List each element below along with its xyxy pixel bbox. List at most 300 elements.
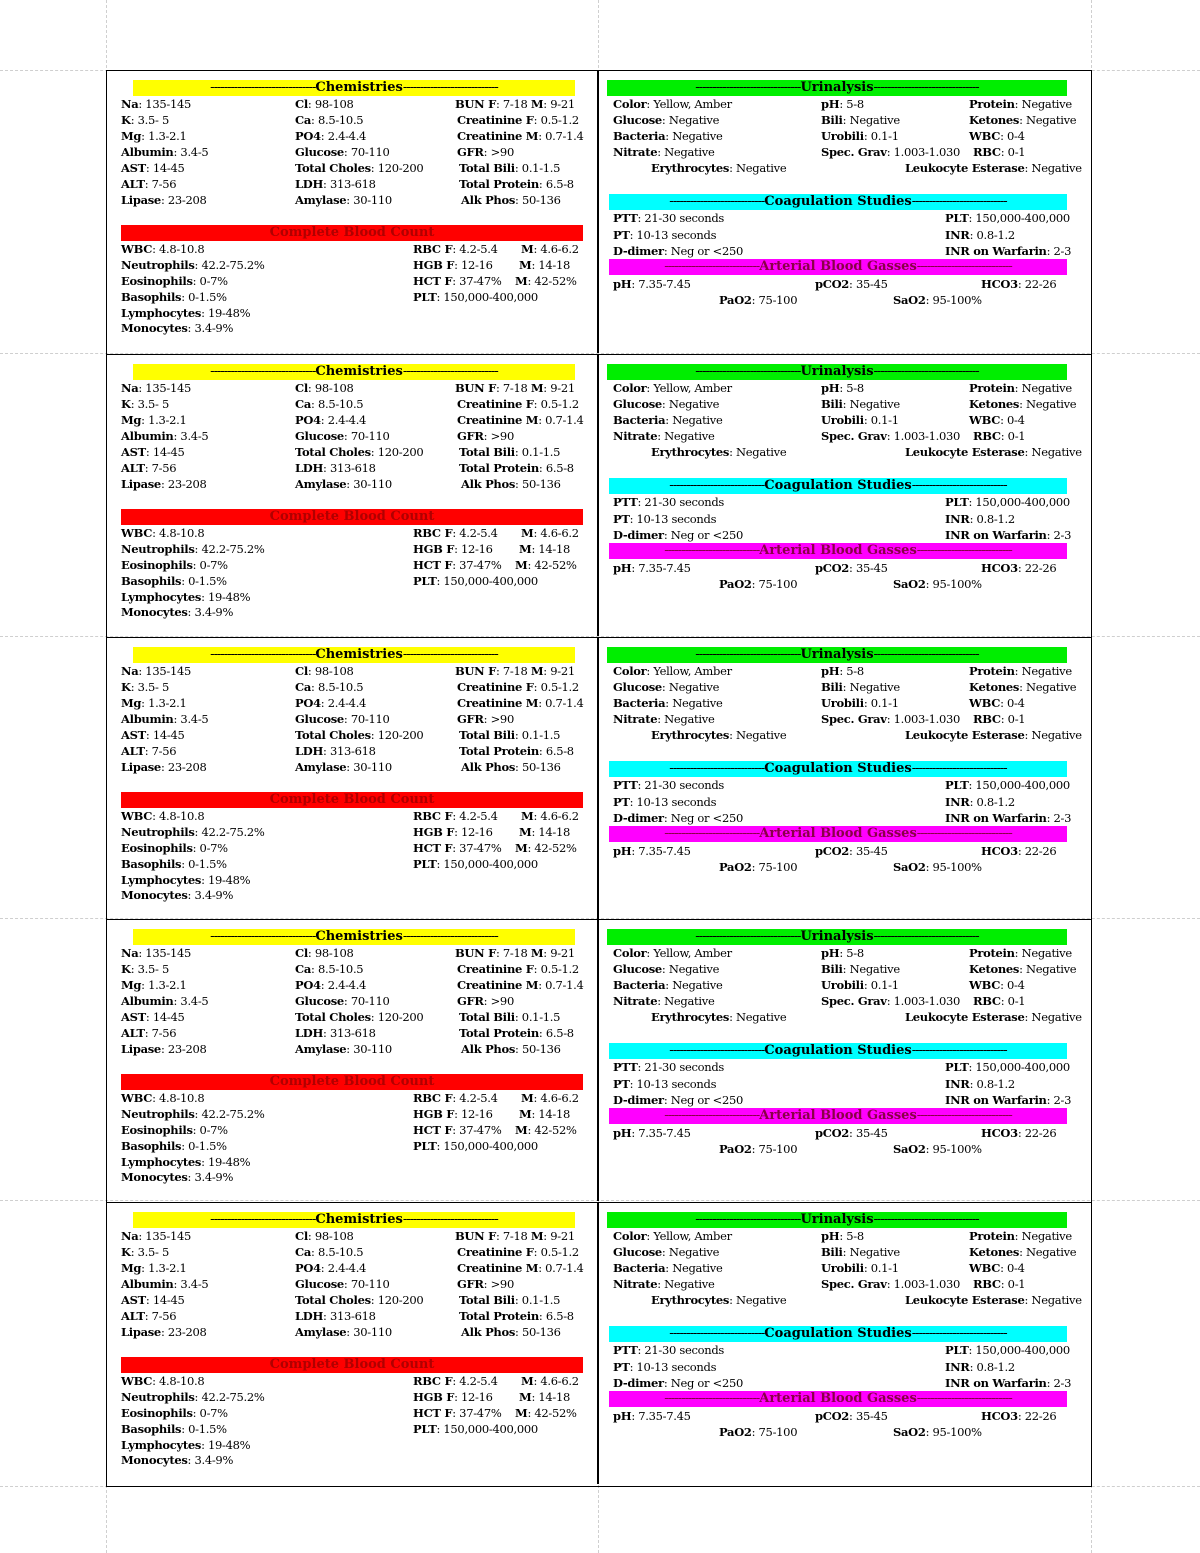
lab-value: Ca: 8.5-10.5 xyxy=(295,397,364,411)
lab-value: INR on Warfarin: 2-3 xyxy=(945,811,1072,825)
lab-value: Total Protein: 6.5-8 xyxy=(459,1026,574,1040)
lab-value: HGB F: 12-16 xyxy=(413,825,493,839)
lab-value: Urobili: 0.1-1 xyxy=(821,413,899,427)
lab-value: WBC: 4.8-10.8 xyxy=(121,809,205,823)
lab-value: M: 4.6-6.2 xyxy=(521,809,579,823)
abg-header: ----------------------------Arterial Blood Gasses---------------------------- xyxy=(609,826,1067,842)
lab-value: K: 3.5- 5 xyxy=(121,113,169,127)
lab-value: Creatinine M: 0.7-1.4 xyxy=(457,696,584,710)
chemistry-cbc-card xyxy=(107,637,599,919)
lab-value: RBC: 0-1 xyxy=(973,994,1026,1008)
lab-value: Creatinine F: 0.5-1.2 xyxy=(457,680,579,694)
lab-value: Lipase: 23-208 xyxy=(121,1042,207,1056)
lab-value: ALT: 7-56 xyxy=(121,744,177,758)
lab-value: PTT: 21-30 seconds xyxy=(613,495,725,509)
lab-value: Ketones: Negative xyxy=(969,962,1077,976)
lab-value: Spec. Grav: 1.003-1.030 xyxy=(821,994,961,1008)
lab-value: WBC: 0-4 xyxy=(969,978,1025,992)
lab-value: Monocytes: 3.4-9% xyxy=(121,605,234,619)
lab-value: Monocytes: 3.4-9% xyxy=(121,1453,234,1467)
lab-value: PaO2: 75-100 xyxy=(719,860,798,874)
lab-value: PTT: 21-30 seconds xyxy=(613,1343,725,1357)
lab-value: Neutrophils: 42.2-75.2% xyxy=(121,542,265,556)
lab-value: M: 42-52% xyxy=(515,1406,577,1420)
lab-value: PO4: 2.4-4.4 xyxy=(295,978,367,992)
lab-value: Cl: 98-108 xyxy=(295,97,354,111)
lab-value: Basophils: 0-1.5% xyxy=(121,1139,227,1153)
cbc-header: Complete Blood Count xyxy=(121,1357,583,1373)
lab-value: Albumin: 3.4-5 xyxy=(121,145,209,159)
urinalysis-coag-abg-card xyxy=(599,919,1091,1201)
lab-value: Creatinine F: 0.5-1.2 xyxy=(457,962,579,976)
lab-value: HCT F: 37-47% xyxy=(413,1123,502,1137)
lab-value: RBC F: 4.2-5.4 xyxy=(413,1374,498,1388)
urinalysis-header: -------------------------------Urinalysis------------------------------- xyxy=(607,1212,1067,1228)
lab-value: Creatinine M: 0.7-1.4 xyxy=(457,1261,584,1275)
lab-value: PLT: 150,000-400,000 xyxy=(945,1343,1070,1357)
lab-value: Alk Phos: 50-136 xyxy=(461,1325,561,1339)
lab-value: Lipase: 23-208 xyxy=(121,477,207,491)
lab-value: HGB F: 12-16 xyxy=(413,1107,493,1121)
lab-value: INR: 0.8-1.2 xyxy=(945,512,1015,526)
lab-value: M: 14-18 xyxy=(519,1107,571,1121)
lab-value: Amylase: 30-110 xyxy=(295,193,392,207)
lab-value: HGB F: 12-16 xyxy=(413,542,493,556)
urinalysis-coag-abg-card xyxy=(599,71,1091,353)
lab-value: Cl: 98-108 xyxy=(295,381,354,395)
lab-value: Cl: 98-108 xyxy=(295,1229,354,1243)
lab-value: HGB F: 12-16 xyxy=(413,1390,493,1404)
lab-value: Lipase: 23-208 xyxy=(121,760,207,774)
lab-value: PT: 10-13 seconds xyxy=(613,795,717,809)
lab-value: Bacteria: Negative xyxy=(613,413,723,427)
lab-value: Glucose: 70-110 xyxy=(295,145,390,159)
lab-value: Spec. Grav: 1.003-1.030 xyxy=(821,712,961,726)
lab-value: Total Choles: 120-200 xyxy=(295,1010,424,1024)
lab-value: LDH: 313-618 xyxy=(295,1026,376,1040)
cbc-header: Complete Blood Count xyxy=(121,225,583,241)
lab-value: HCT F: 37-47% xyxy=(413,841,502,855)
lab-value: Neutrophils: 42.2-75.2% xyxy=(121,825,265,839)
lab-value: HCO3: 22-26 xyxy=(981,844,1057,858)
lab-value: WBC: 0-4 xyxy=(969,413,1025,427)
lab-value: Bacteria: Negative xyxy=(613,129,723,143)
lab-value: Urobili: 0.1-1 xyxy=(821,978,899,992)
lab-value: Glucose: Negative xyxy=(613,1245,720,1259)
lab-value: Ca: 8.5-10.5 xyxy=(295,1245,364,1259)
lab-value: INR on Warfarin: 2-3 xyxy=(945,1376,1072,1390)
lab-value: Lipase: 23-208 xyxy=(121,1325,207,1339)
lab-value: Alk Phos: 50-136 xyxy=(461,760,561,774)
lab-value: M: 42-52% xyxy=(515,558,577,572)
lab-values-card-sheet xyxy=(106,70,1092,1487)
lab-value: WBC: 4.8-10.8 xyxy=(121,1091,205,1105)
lab-value: HCO3: 22-26 xyxy=(981,277,1057,291)
lab-value: INR on Warfarin: 2-3 xyxy=(945,1093,1072,1107)
lab-value: PLT: 150,000-400,000 xyxy=(945,211,1070,225)
lab-value: pH: 5-8 xyxy=(821,1229,864,1243)
lab-value: pH: 5-8 xyxy=(821,946,864,960)
lab-value: Spec. Grav: 1.003-1.030 xyxy=(821,145,961,159)
lab-value: Glucose: Negative xyxy=(613,680,720,694)
lab-value: Na: 135-145 xyxy=(121,946,191,960)
lab-value: ALT: 7-56 xyxy=(121,461,177,475)
lab-value: Basophils: 0-1.5% xyxy=(121,857,227,871)
lab-value: BUN F: 7-18 M: 9-21 xyxy=(455,1229,575,1243)
lab-value: Total Bili: 0.1-1.5 xyxy=(459,445,561,459)
lab-value: BUN F: 7-18 M: 9-21 xyxy=(455,664,575,678)
coagulation-header: ----------------------------Coagulation Studies---------------------------- xyxy=(609,194,1067,210)
lab-value: PaO2: 75-100 xyxy=(719,293,798,307)
lab-value: M: 42-52% xyxy=(515,841,577,855)
lab-value: PLT: 150,000-400,000 xyxy=(413,1422,538,1436)
lab-value: K: 3.5- 5 xyxy=(121,397,169,411)
lab-value: GFR: >90 xyxy=(457,994,514,1008)
lab-value: Glucose: 70-110 xyxy=(295,1277,390,1291)
lab-value: LDH: 313-618 xyxy=(295,1309,376,1323)
lab-value: Alk Phos: 50-136 xyxy=(461,193,561,207)
lab-value: pH: 7.35-7.45 xyxy=(613,277,691,291)
cbc-header: Complete Blood Count xyxy=(121,1074,583,1090)
lab-value: Mg: 1.3-2.1 xyxy=(121,1261,187,1275)
lab-value: PLT: 150,000-400,000 xyxy=(413,574,538,588)
lab-value: ALT: 7-56 xyxy=(121,177,177,191)
lab-value: Ketones: Negative xyxy=(969,1245,1077,1259)
lab-value: Leukocyte Esterase: Negative xyxy=(905,1010,1082,1024)
lab-value: Creatinine F: 0.5-1.2 xyxy=(457,397,579,411)
lab-value: PTT: 21-30 seconds xyxy=(613,1060,725,1074)
chemistry-cbc-card xyxy=(107,71,599,353)
lab-value: Total Choles: 120-200 xyxy=(295,1293,424,1307)
lab-value: M: 4.6-6.2 xyxy=(521,242,579,256)
lab-value: SaO2: 95-100% xyxy=(893,1142,982,1156)
lab-value: SaO2: 95-100% xyxy=(893,293,982,307)
lab-value: HCO3: 22-26 xyxy=(981,561,1057,575)
lab-value: Glucose: Negative xyxy=(613,397,720,411)
coagulation-header: ----------------------------Coagulation Studies---------------------------- xyxy=(609,478,1067,494)
lab-value: PaO2: 75-100 xyxy=(719,1142,798,1156)
coagulation-header: ----------------------------Coagulation Studies---------------------------- xyxy=(609,1043,1067,1059)
lab-value: Lymphocytes: 19-48% xyxy=(121,873,251,887)
lab-value: Total Choles: 120-200 xyxy=(295,728,424,742)
lab-value: Color: Yellow, Amber xyxy=(613,97,732,111)
lab-value: Basophils: 0-1.5% xyxy=(121,290,227,304)
lab-value: D-dimer: Neg or <250 xyxy=(613,811,743,825)
urinalysis-header: -------------------------------Urinalysis------------------------------- xyxy=(607,647,1067,663)
lab-value: Amylase: 30-110 xyxy=(295,1042,392,1056)
lab-value: WBC: 0-4 xyxy=(969,696,1025,710)
lab-value: Color: Yellow, Amber xyxy=(613,664,732,678)
lab-value: M: 14-18 xyxy=(519,258,571,272)
lab-value: GFR: >90 xyxy=(457,712,514,726)
lab-value: Eosinophils: 0-7% xyxy=(121,841,228,855)
coagulation-header: ----------------------------Coagulation Studies---------------------------- xyxy=(609,1326,1067,1342)
lab-value: Eosinophils: 0-7% xyxy=(121,1406,228,1420)
lab-value: M: 42-52% xyxy=(515,274,577,288)
lab-value: Ketones: Negative xyxy=(969,397,1077,411)
lab-value: AST: 14-45 xyxy=(121,728,185,742)
lab-value: Erythrocytes: Negative xyxy=(651,445,787,459)
lab-value: BUN F: 7-18 M: 9-21 xyxy=(455,381,575,395)
lab-value: Bili: Negative xyxy=(821,397,900,411)
lab-value: AST: 14-45 xyxy=(121,445,185,459)
lab-value: Ca: 8.5-10.5 xyxy=(295,962,364,976)
lab-value: pCO2: 35-45 xyxy=(815,1126,888,1140)
lab-value: INR: 0.8-1.2 xyxy=(945,1360,1015,1374)
lab-value: PLT: 150,000-400,000 xyxy=(945,778,1070,792)
lab-value: HCT F: 37-47% xyxy=(413,274,502,288)
lab-value: Na: 135-145 xyxy=(121,381,191,395)
lab-value: PT: 10-13 seconds xyxy=(613,512,717,526)
cbc-header: Complete Blood Count xyxy=(121,509,583,525)
lab-value: RBC: 0-1 xyxy=(973,1277,1026,1291)
lab-value: ALT: 7-56 xyxy=(121,1026,177,1040)
chemistry-cbc-card xyxy=(107,919,599,1201)
lab-value: Monocytes: 3.4-9% xyxy=(121,888,234,902)
lab-value: LDH: 313-618 xyxy=(295,461,376,475)
lab-value: Erythrocytes: Negative xyxy=(651,1010,787,1024)
lab-value: Urobili: 0.1-1 xyxy=(821,1261,899,1275)
lab-value: Basophils: 0-1.5% xyxy=(121,1422,227,1436)
lab-value: Leukocyte Esterase: Negative xyxy=(905,728,1082,742)
lab-value: Erythrocytes: Negative xyxy=(651,161,787,175)
lab-value: M: 4.6-6.2 xyxy=(521,1374,579,1388)
lab-value: Alk Phos: 50-136 xyxy=(461,1042,561,1056)
lab-value: Spec. Grav: 1.003-1.030 xyxy=(821,429,961,443)
lab-value: pH: 7.35-7.45 xyxy=(613,1126,691,1140)
lab-value: Neutrophils: 42.2-75.2% xyxy=(121,1390,265,1404)
lab-value: Cl: 98-108 xyxy=(295,946,354,960)
lab-value: PLT: 150,000-400,000 xyxy=(945,1060,1070,1074)
lab-value: Lymphocytes: 19-48% xyxy=(121,306,251,320)
lab-value: Lymphocytes: 19-48% xyxy=(121,1438,251,1452)
lab-value: M: 14-18 xyxy=(519,825,571,839)
chemistries-header: -------------------------------Chemistries---------------------------- xyxy=(133,80,575,96)
lab-value: Erythrocytes: Negative xyxy=(651,728,787,742)
card-row xyxy=(107,919,1091,1201)
urinalysis-coag-abg-card xyxy=(599,637,1091,919)
lab-value: INR: 0.8-1.2 xyxy=(945,228,1015,242)
lab-value: Total Bili: 0.1-1.5 xyxy=(459,1293,561,1307)
lab-value: GFR: >90 xyxy=(457,1277,514,1291)
card-row xyxy=(107,637,1091,919)
urinalysis-header: -------------------------------Urinalysis------------------------------- xyxy=(607,80,1067,96)
urinalysis-header: -------------------------------Urinalysis------------------------------- xyxy=(607,929,1067,945)
lab-value: PLT: 150,000-400,000 xyxy=(945,495,1070,509)
card-row xyxy=(107,354,1091,636)
lab-value: RBC F: 4.2-5.4 xyxy=(413,809,498,823)
chemistry-cbc-card xyxy=(107,1202,599,1484)
lab-value: SaO2: 95-100% xyxy=(893,577,982,591)
abg-header: ----------------------------Arterial Blood Gasses---------------------------- xyxy=(609,1108,1067,1124)
lab-value: Glucose: 70-110 xyxy=(295,429,390,443)
lab-value: Mg: 1.3-2.1 xyxy=(121,413,187,427)
lab-value: Monocytes: 3.4-9% xyxy=(121,1170,234,1184)
lab-value: pH: 5-8 xyxy=(821,97,864,111)
lab-value: AST: 14-45 xyxy=(121,1293,185,1307)
lab-value: Nitrate: Negative xyxy=(613,1277,715,1291)
lab-value: pCO2: 35-45 xyxy=(815,561,888,575)
lab-value: PaO2: 75-100 xyxy=(719,577,798,591)
lab-value: BUN F: 7-18 M: 9-21 xyxy=(455,97,575,111)
lab-value: Ca: 8.5-10.5 xyxy=(295,680,364,694)
lab-value: AST: 14-45 xyxy=(121,1010,185,1024)
lab-value: Eosinophils: 0-7% xyxy=(121,558,228,572)
lab-value: PT: 10-13 seconds xyxy=(613,1077,717,1091)
lab-value: INR: 0.8-1.2 xyxy=(945,795,1015,809)
lab-value: pH: 5-8 xyxy=(821,381,864,395)
lab-value: LDH: 313-618 xyxy=(295,177,376,191)
lab-value: PO4: 2.4-4.4 xyxy=(295,696,367,710)
lab-value: Lipase: 23-208 xyxy=(121,193,207,207)
lab-value: Glucose: Negative xyxy=(613,113,720,127)
lab-value: GFR: >90 xyxy=(457,145,514,159)
lab-value: HCT F: 37-47% xyxy=(413,1406,502,1420)
lab-value: Color: Yellow, Amber xyxy=(613,381,732,395)
lab-value: Amylase: 30-110 xyxy=(295,760,392,774)
lab-value: Eosinophils: 0-7% xyxy=(121,274,228,288)
lab-value: Protein: Negative xyxy=(969,946,1072,960)
lab-value: INR: 0.8-1.2 xyxy=(945,1077,1015,1091)
lab-value: Color: Yellow, Amber xyxy=(613,1229,732,1243)
card-row xyxy=(107,71,1091,353)
lab-value: pH: 5-8 xyxy=(821,664,864,678)
lab-value: PLT: 150,000-400,000 xyxy=(413,1139,538,1153)
lab-value: M: 42-52% xyxy=(515,1123,577,1137)
lab-value: RBC F: 4.2-5.4 xyxy=(413,1091,498,1105)
lab-value: Bili: Negative xyxy=(821,1245,900,1259)
lab-value: Cl: 98-108 xyxy=(295,664,354,678)
lab-value: K: 3.5- 5 xyxy=(121,680,169,694)
lab-value: Nitrate: Negative xyxy=(613,994,715,1008)
card-row xyxy=(107,1202,1091,1484)
lab-value: Albumin: 3.4-5 xyxy=(121,429,209,443)
lab-value: SaO2: 95-100% xyxy=(893,860,982,874)
urinalysis-coag-abg-card xyxy=(599,354,1091,636)
lab-value: Protein: Negative xyxy=(969,664,1072,678)
lab-value: Leukocyte Esterase: Negative xyxy=(905,161,1082,175)
lab-value: Eosinophils: 0-7% xyxy=(121,1123,228,1137)
lab-value: BUN F: 7-18 M: 9-21 xyxy=(455,946,575,960)
lab-value: RBC: 0-1 xyxy=(973,145,1026,159)
lab-value: Nitrate: Negative xyxy=(613,429,715,443)
lab-value: Albumin: 3.4-5 xyxy=(121,1277,209,1291)
lab-value: PT: 10-13 seconds xyxy=(613,228,717,242)
lab-value: Monocytes: 3.4-9% xyxy=(121,321,234,335)
lab-value: Total Choles: 120-200 xyxy=(295,445,424,459)
lab-value: GFR: >90 xyxy=(457,429,514,443)
lab-value: SaO2: 95-100% xyxy=(893,1425,982,1439)
lab-value: Protein: Negative xyxy=(969,97,1072,111)
lab-value: Glucose: 70-110 xyxy=(295,994,390,1008)
lab-value: PO4: 2.4-4.4 xyxy=(295,413,367,427)
chemistries-header: -------------------------------Chemistries---------------------------- xyxy=(133,647,575,663)
lab-value: PTT: 21-30 seconds xyxy=(613,778,725,792)
lab-value: HCO3: 22-26 xyxy=(981,1126,1057,1140)
lab-value: Urobili: 0.1-1 xyxy=(821,129,899,143)
lab-value: Ketones: Negative xyxy=(969,680,1077,694)
lab-value: HCO3: 22-26 xyxy=(981,1409,1057,1423)
lab-value: Nitrate: Negative xyxy=(613,712,715,726)
lab-value: Protein: Negative xyxy=(969,381,1072,395)
lab-value: WBC: 4.8-10.8 xyxy=(121,242,205,256)
lab-value: Albumin: 3.4-5 xyxy=(121,712,209,726)
lab-value: Total Protein: 6.5-8 xyxy=(459,177,574,191)
lab-value: Neutrophils: 42.2-75.2% xyxy=(121,1107,265,1121)
lab-value: PTT: 21-30 seconds xyxy=(613,211,725,225)
lab-value: RBC F: 4.2-5.4 xyxy=(413,526,498,540)
lab-value: HGB F: 12-16 xyxy=(413,258,493,272)
abg-header: ----------------------------Arterial Blood Gasses---------------------------- xyxy=(609,1391,1067,1407)
lab-value: Bacteria: Negative xyxy=(613,696,723,710)
lab-value: Creatinine M: 0.7-1.4 xyxy=(457,978,584,992)
lab-value: Nitrate: Negative xyxy=(613,145,715,159)
lab-value: AST: 14-45 xyxy=(121,161,185,175)
lab-value: Bili: Negative xyxy=(821,962,900,976)
lab-value: Leukocyte Esterase: Negative xyxy=(905,1293,1082,1307)
lab-value: Amylase: 30-110 xyxy=(295,1325,392,1339)
lab-value: Color: Yellow, Amber xyxy=(613,946,732,960)
lab-value: Creatinine F: 0.5-1.2 xyxy=(457,1245,579,1259)
lab-value: Total Choles: 120-200 xyxy=(295,161,424,175)
lab-value: Urobili: 0.1-1 xyxy=(821,696,899,710)
lab-value: WBC: 0-4 xyxy=(969,1261,1025,1275)
lab-value: Glucose: 70-110 xyxy=(295,712,390,726)
lab-value: D-dimer: Neg or <250 xyxy=(613,1093,743,1107)
lab-value: Leukocyte Esterase: Negative xyxy=(905,445,1082,459)
lab-value: Na: 135-145 xyxy=(121,97,191,111)
coagulation-header: ----------------------------Coagulation Studies---------------------------- xyxy=(609,761,1067,777)
lab-value: D-dimer: Neg or <250 xyxy=(613,528,743,542)
lab-value: K: 3.5- 5 xyxy=(121,962,169,976)
lab-value: K: 3.5- 5 xyxy=(121,1245,169,1259)
lab-value: WBC: 4.8-10.8 xyxy=(121,1374,205,1388)
lab-value: M: 14-18 xyxy=(519,1390,571,1404)
lab-value: D-dimer: Neg or <250 xyxy=(613,1376,743,1390)
lab-value: Neutrophils: 42.2-75.2% xyxy=(121,258,265,272)
lab-value: Amylase: 30-110 xyxy=(295,477,392,491)
abg-header: ----------------------------Arterial Blood Gasses---------------------------- xyxy=(609,259,1067,275)
lab-value: LDH: 313-618 xyxy=(295,744,376,758)
lab-value: pCO2: 35-45 xyxy=(815,844,888,858)
lab-value: Protein: Negative xyxy=(969,1229,1072,1243)
lab-value: PO4: 2.4-4.4 xyxy=(295,1261,367,1275)
urinalysis-header: -------------------------------Urinalysis------------------------------- xyxy=(607,364,1067,380)
lab-value: Mg: 1.3-2.1 xyxy=(121,129,187,143)
lab-value: Bili: Negative xyxy=(821,113,900,127)
lab-value: INR on Warfarin: 2-3 xyxy=(945,528,1072,542)
lab-value: Erythrocytes: Negative xyxy=(651,1293,787,1307)
lab-value: ALT: 7-56 xyxy=(121,1309,177,1323)
lab-value: Mg: 1.3-2.1 xyxy=(121,978,187,992)
lab-value: D-dimer: Neg or <250 xyxy=(613,244,743,258)
lab-value: WBC: 0-4 xyxy=(969,129,1025,143)
lab-value: PaO2: 75-100 xyxy=(719,1425,798,1439)
lab-value: HCT F: 37-47% xyxy=(413,558,502,572)
lab-value: Total Bili: 0.1-1.5 xyxy=(459,1010,561,1024)
lab-value: Ketones: Negative xyxy=(969,113,1077,127)
lab-value: Lymphocytes: 19-48% xyxy=(121,590,251,604)
urinalysis-coag-abg-card xyxy=(599,1202,1091,1484)
lab-value: Na: 135-145 xyxy=(121,664,191,678)
chemistries-header: -------------------------------Chemistries---------------------------- xyxy=(133,364,575,380)
lab-value: Total Protein: 6.5-8 xyxy=(459,461,574,475)
lab-value: RBC: 0-1 xyxy=(973,429,1026,443)
lab-value: M: 4.6-6.2 xyxy=(521,526,579,540)
lab-value: Na: 135-145 xyxy=(121,1229,191,1243)
lab-value: Albumin: 3.4-5 xyxy=(121,994,209,1008)
lab-value: pH: 7.35-7.45 xyxy=(613,1409,691,1423)
